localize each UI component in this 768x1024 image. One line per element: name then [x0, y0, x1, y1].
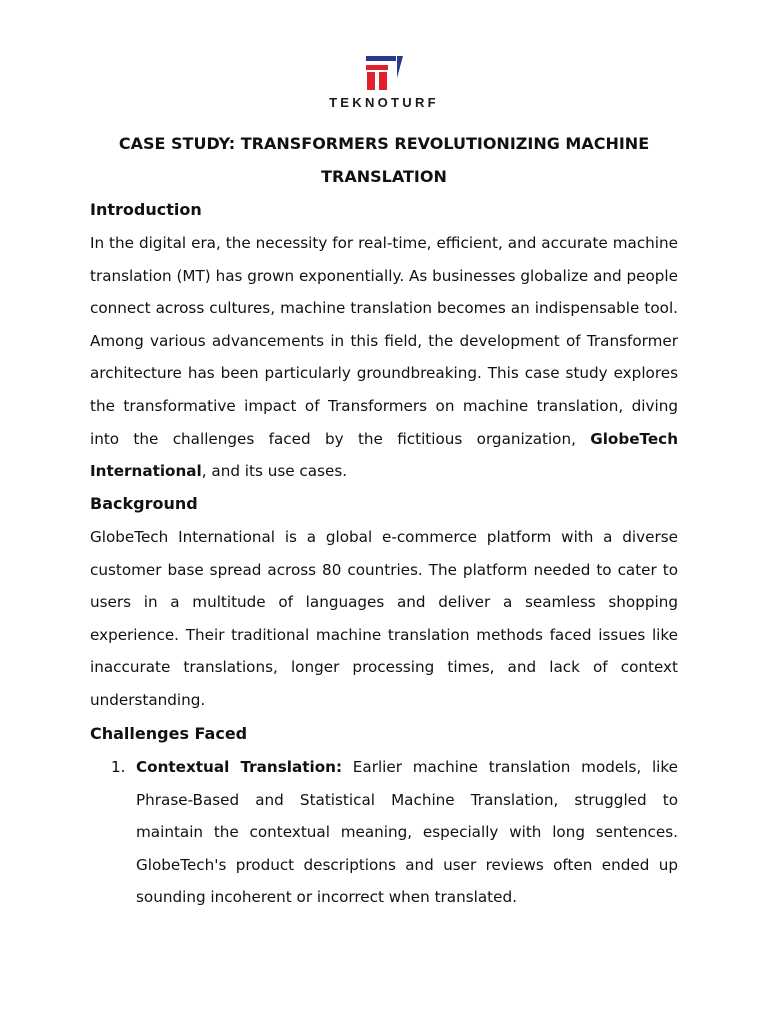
list-item: [90, 751, 678, 914]
list-item-term: Contextual Translation:: [136, 758, 343, 776]
introduction-paragraph: [90, 227, 678, 488]
challenges-list: [90, 751, 678, 914]
introduction-heading: Introduction: [90, 200, 202, 219]
challenges-heading: Challenges Faced: [90, 724, 248, 743]
organization-name: GlobeTech International: [90, 429, 678, 481]
document-title: CASE STUDY: TRANSFORMERS REVOLUTIONIZING MACHINE TRANSLATION: [118, 134, 650, 186]
list-item-text: [136, 751, 678, 914]
introduction-text-start: In the digital era, the necessity for real-time, efficient, and accurate machine translation (MT) has grown exponentially. As businesses globalize and people connect across cultures, machine translation becomes an indispensable tool. Among various advancements in this field, the development of Transformer architecture has been particularly groundbreaking. This case study explores the transformative impact of Transformers on machine translation, diving into the challenges faced by the fictitious organization,: [90, 234, 678, 448]
list-item-description: Earlier machine translation models, like Phrase-Based and Statistical Machine Translation, struggled to maintain the contextual meaning, especially with long sentences. GlobeTech's product descriptions and user reviews often ended up sounding incoherent or incorrect when translated.: [136, 758, 679, 907]
list-item-number: 1.: [111, 758, 126, 776]
background-heading: Background: [90, 494, 198, 513]
teknoturf-logo-icon: [364, 52, 404, 92]
background-paragraph: GlobeTech International is a global e-commerce platform with a diverse customer base spread across 80 countries. The platform needed to cater to users in a multitude of languages and deliver a seamless shopping experience. Their traditional machine translation methods faced issues like inaccurate translations, longer processing times, and lack of context understanding.: [90, 528, 678, 709]
logo-wordmark: TEKNOTURF: [329, 95, 439, 110]
company-logo: [322, 52, 446, 114]
introduction-text-end: , and its use cases.: [201, 462, 348, 481]
